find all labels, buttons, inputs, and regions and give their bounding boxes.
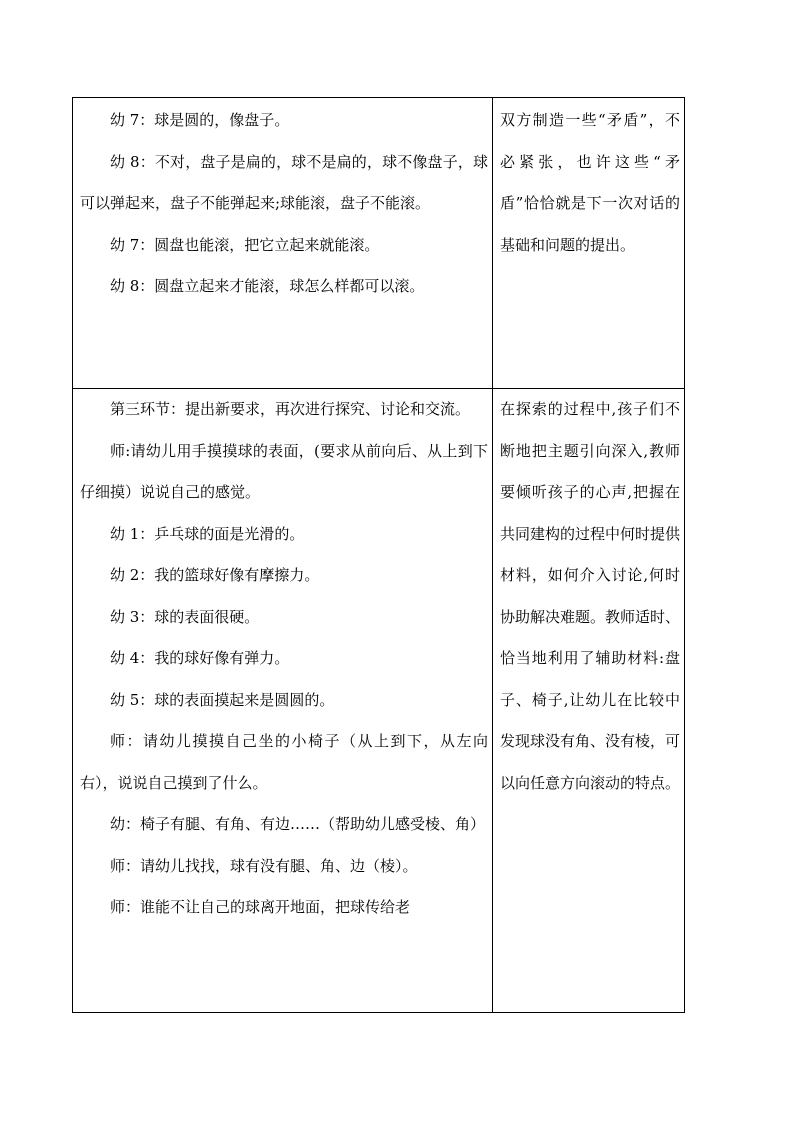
dialogue-line: 幼 3：球的表面很硬。 (110, 607, 260, 626)
dialogue-line: 幼 7：球是圆的，像盘子。 (110, 111, 290, 129)
lesson-table (72, 97, 685, 1013)
column-divider (492, 98, 493, 388)
dialogue-line: 幼 8：不对，盘子是扁的，球不是扁的，球不像盘子，球可以弹起来，盘子不能弹起来;球能滚，盘子不能滚。 (80, 152, 488, 212)
dialogue-cell (80, 100, 488, 308)
dialogue-line: 幼 7：圆盘也能滚，把它立起来就能滚。 (110, 235, 380, 254)
section-heading: 第三环节：提出新要求，再次进行探究、讨论和交流。 (110, 400, 471, 418)
dialogue-line: 幼 1：乒乓球的面是光滑的。 (110, 524, 305, 543)
table-row (73, 98, 684, 389)
commentary-text: 双方制造一些“矛盾”，不必紧张，也许这些“矛盾”恰恰就是下一次对话的基础和问题的提出。 (500, 111, 680, 254)
dialogue-line: 师：谁能不让自己的球离开地面，把球传给老 (110, 898, 411, 916)
dialogue-line: 幼 8：圆盘立起来才能滚，球怎么样都可以滚。 (110, 277, 425, 295)
dialogue-line: 师:请幼儿用手摸摸球的表面，(要求从前向后、从上到下仔细摸）说说自己的感觉。 (80, 441, 488, 501)
dialogue-line: 幼 5：球的表面摸起来是圆圆的。 (110, 690, 335, 709)
dialogue-line: 师：请幼儿找找，球有没有腿、角、边（棱）。 (110, 856, 418, 875)
table-row (73, 389, 684, 1012)
dialogue-cell (80, 389, 488, 929)
dialogue-line: 幼：椅子有腿、有角、有边……（帮助幼儿感受棱、角） (110, 815, 486, 833)
dialogue-line: 幼 4：我的球好像有弹力。 (110, 649, 290, 667)
commentary-text: 在探索的过程中,孩子们不断地把主题引向深入,教师要倾听孩子的心声,把握在共同建构的过程中何时提供材料，如何介入讨论,何时协助解决难题。教师适时、恰当地利用了辅助材料:盘子、椅子,让幼儿在比较中发现球没有角、没有棱，可以向任意方向滚动的特点。 (500, 400, 681, 792)
dialogue-line: 幼 2：我的篮球好像有摩擦力。 (110, 566, 320, 584)
commentary-cell (500, 389, 680, 804)
column-divider (492, 389, 493, 1012)
dialogue-line: 师：请幼儿摸摸自己坐的小椅子（从上到下，从左向右），说说自己摸到了什么。 (80, 732, 488, 792)
commentary-cell (500, 100, 680, 266)
